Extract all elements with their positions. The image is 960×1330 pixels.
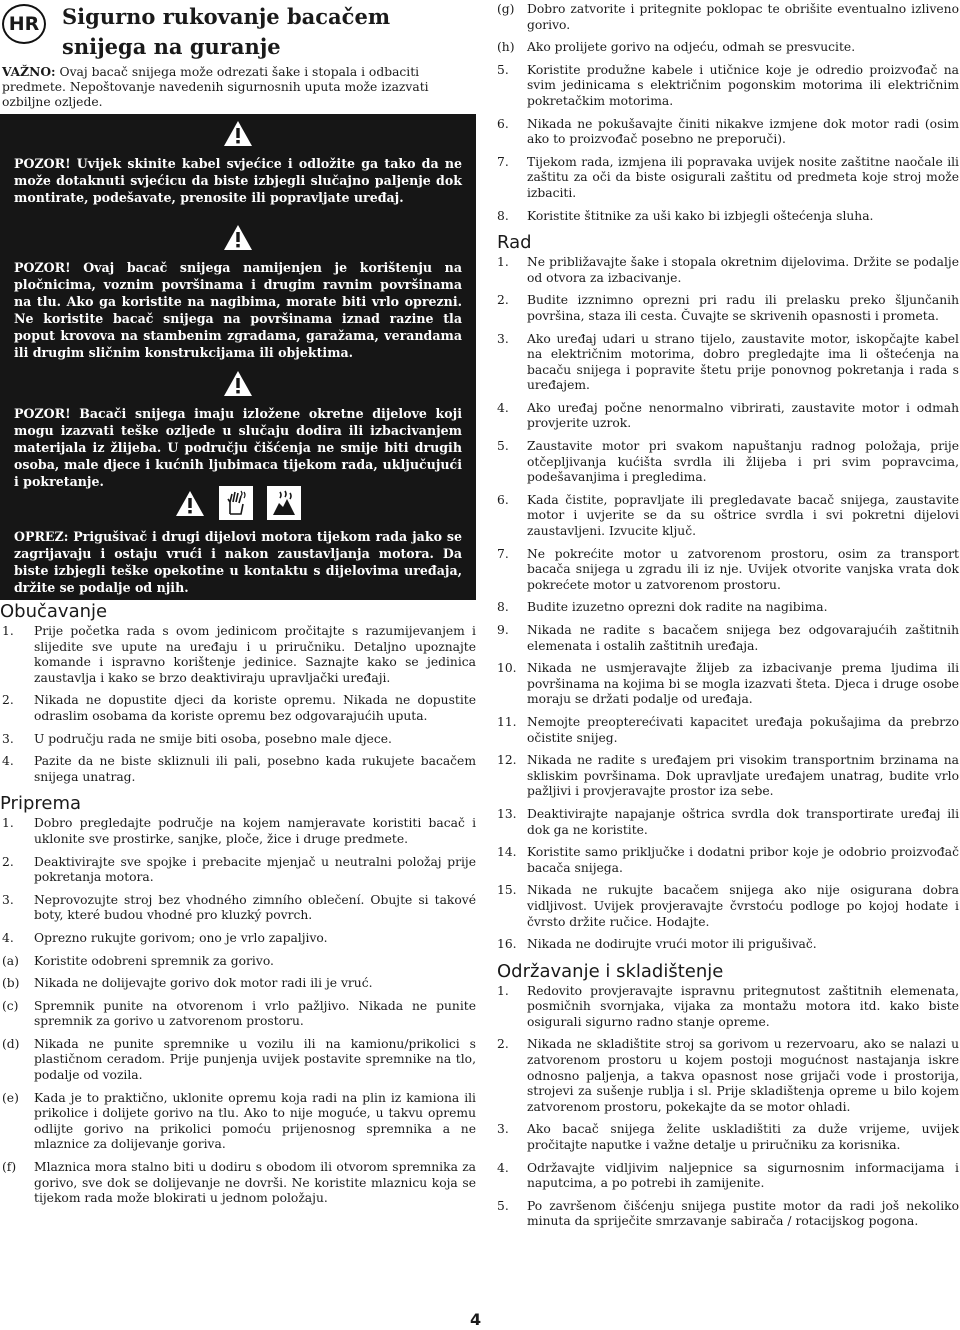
list-item: (d) Nikada ne punite spremnike u vozilu ili na kamionu/prikolici s plastičnom ceradom. Prije punjenja uvijek postavite spremnike na tlo, podalje od vozila. bbox=[2, 1036, 476, 1083]
hand-icon bbox=[219, 486, 253, 520]
language-badge: HR bbox=[2, 4, 46, 44]
warning-text-2: POZOR! Ovaj bacač snijega namijenjen je korištenju na pločnicima, voznim površinama i drugim ravnim površinama na tlu. Ako ga koristite na nagibima, morate biti vrlo oprezni. Ne koristite bacač snijega na površinama iznad razine tla poput krovova na stambenim zgradama, garažama, verandama ili drugim sličnim konstrukcijama ili objektima. bbox=[14, 260, 462, 360]
right-column bbox=[497, 2, 959, 1237]
page-number: 4 bbox=[470, 1310, 482, 1329]
list-item: 6. Kada čistite, popravljate ili pregledavate bacač snijega, zaustavite motor i uvjerite se da su oštrice svrdla i svi pokretni dijelovi zaustavljeni. Izvucite ključ. bbox=[497, 492, 959, 539]
list-item: 4. Održavajte vidljivim naljepnice sa sigurnosnim informacijama i naputcima, a po potrebi ih zamijenite. bbox=[497, 1160, 959, 1191]
heading-rad: Rad bbox=[497, 232, 532, 254]
list-item: 2. Deaktivirajte sve spojke i prebacite mjenjač u neutralni položaj prije pokretanja motora. bbox=[2, 854, 476, 885]
list-item: 5. Koristite produžne kabele i utičnice koje je odredio proizvođač na svim jedinicama s električnim pogonskim motorima ili električnim pokretačkim motorima. bbox=[497, 62, 959, 108]
list-item: 15. Nikada ne rukujte bacačem snijega ako nije osigurana dobra vidljivost. Uvijek provjeravajte čvrstoću podloge po kojoj hodate i čvrsto držite ručice. Hodajte. bbox=[497, 883, 959, 929]
list-item: 13. Deaktivirajte napajanje oštrica svrdla dok transportirate uređaj ili dok ga ne koristite. bbox=[497, 806, 959, 837]
heading-priprema: Priprema bbox=[0, 793, 82, 815]
intro-paragraph bbox=[2, 64, 472, 110]
heading-obucavanje: Obučavanje bbox=[0, 601, 108, 622]
list-odrzavanje bbox=[497, 984, 959, 1230]
list-item: 8. Koristite štitnike za uši kako bi izbjegli oštećenja sluha. bbox=[497, 208, 874, 223]
list-item: (a) Koristite odobreni spremnik za gorivo. bbox=[2, 953, 274, 968]
list-item: 10. Nikada ne usmjeravajte žlijeb za izbacivanje prema ljudima ili površinama na kojima bi se mogla izazvati šteta. Djeca i druge osobe moraju se držati podalje od uređaja. bbox=[497, 661, 959, 707]
hot-surface-icon bbox=[267, 486, 301, 520]
page-title: Sigurno rukovanje bacačem snijega na guranje bbox=[62, 4, 391, 59]
list-priprema-fuel bbox=[0, 931, 476, 1207]
intro-text: Ovaj bacač snijega može odrezati šake i stopala i odbaciti predmete. Nepoštovanje navedenih sigurnosnih uputa može izazvati ozbiljne ozljede. bbox=[2, 65, 429, 109]
list-item: 1. Ne približavajte šake i stopala okretnim dijelovima. Držite se podalje od otvora za izbacivanje. bbox=[497, 255, 959, 285]
list-item: 4. Oprezno rukujte gorivom; ono je vrlo zapaljivo. bbox=[2, 930, 328, 945]
list-item: 16. Nikada ne dodirujte vrući motor ili prigušivač. bbox=[497, 937, 817, 952]
list-item: (f) Mlaznica mora stalno biti u dodiru s obodom ili otvorom spremnika za gorivo, sve dok se dolijevanje ne dovrši. Ne koristite mlaznicu koja se tijekom rada može blokirati u jednom položaju. bbox=[2, 1160, 476, 1206]
heading-odrzavanje: Održavanje i skladištenje bbox=[497, 960, 724, 982]
list-item: 3. Ako bacač snijega želite uskladištiti za duže vrijeme, uvijek pročitajte naputke i važne detalje u priručniku za korisnika. bbox=[497, 1122, 959, 1153]
list-item: 7. Tijekom rada, izmjena ili popravaka uvijek nosite zaštitne naočale ili zaštitu za oči da biste osigurali zaštitu od predmeta koje stroj može izbaciti. bbox=[497, 154, 959, 200]
list-item: (b) Nikada ne dolijevajte gorivo dok motor radi ili je vruć. bbox=[2, 976, 373, 991]
page-header bbox=[0, 0, 476, 64]
warning-block-3 bbox=[14, 370, 462, 490]
intro-label: VAŽNO: bbox=[2, 64, 56, 79]
list-item: 5. Po završenom čišćenju snijega pustite motor da radi još nekoliko minuta da spriječite smrzavanje sabirača / rotacijskog pogona. bbox=[497, 1198, 959, 1229]
list-item: 3. Neprovozujte stroj bez vhodného zimního oblečení. Obujte si takové boty, které budou vhodné pro kluzký povrch. bbox=[2, 892, 476, 923]
list-priprema bbox=[0, 816, 476, 924]
list-item: (g) Dobro zatvorite i pritegnite poklopac te obrišite eventualno izliveno gorivo. bbox=[497, 2, 959, 32]
list-item: (c) Spremnik punite na otvorenom i vrlo pažljivo. Nikada ne punite spremnik za gorivo u zatvorenom prostoru. bbox=[2, 998, 476, 1029]
list-item: 7. Ne pokrećite motor u zatvorenom prostoru, osim za transport bacača snijega u zgradu ili iz nje. Uvijek otvorite vanjska vrata dok pokrećete motor u zatvorenom prostoru. bbox=[497, 546, 959, 592]
list-item: 4. Pazite da ne biste skliznuli ili pali, posebno kada rukujete bacačem snijega unatrag. bbox=[2, 754, 476, 784]
list-priprema-cont bbox=[497, 63, 959, 224]
warning-block-4 bbox=[14, 486, 462, 596]
list-item: 4. Ako uređaj počne nenormalno vibrirati, zaustavite motor i odmah provjerite uzrok. bbox=[497, 400, 959, 431]
list-item: 8. Budite izuzetno oprezni dok radite na nagibima. bbox=[497, 600, 828, 615]
list-item: 9. Nikada ne radite s bacačem snijega bez odgovarajućih zaštitnih elemenata i ostalih zaštitnih uređaja. bbox=[497, 623, 959, 653]
list-item: 3. U području rada ne smije biti osoba, posebno male djece. bbox=[2, 731, 392, 746]
list-item: (e) Kada je to praktično, uklonite opremu koja radi na plin iz kamiona ili prikolice i dolijete gorivo na tlu. Ako to nije moguće, u takvu opremu odlijte gorivo na prikolici pomoću prijenosnog spremnika a ne mlaznice za dolijevanje goriva. bbox=[2, 1090, 476, 1152]
warning-block-1 bbox=[14, 120, 462, 206]
list-item: 1. Dobro pregledajte područje na kojem namjeravate koristiti bacač i uklonite sve prostirke, sanjke, ploče, žice i druge predmete. bbox=[2, 816, 476, 846]
warning-text-3: POZOR! Bacači snijega imaju izložene okretne dijelove koji mogu izazvati teške ozljede u slučaju dodira ili izbacivanjem materijala iz žlijeba. U području čišćenja ne smije biti drugih osoba, male djece i kućnih ljubimaca tijekom rada, uključujući i pokretanje. bbox=[14, 406, 462, 489]
list-item: (h) Ako prolijete gorivo na odjeću, odmah se presvucite. bbox=[497, 40, 856, 55]
warning-text-4: OPREZ: Prigušivač i drugi dijelovi motora tijekom rada jako se zagrijavaju i ostaju vrući i nakon zaustavljanja motora. Da biste izbjegli teške opekotine u kontaktu s dijelovima uređaja, držite se podalje od njih. bbox=[14, 529, 462, 595]
list-item: 1. Redovito provjeravajte ispravnu pritegnutost zaštitnih elemenata, posmičnih svornjaka, vijaka za montažu motora itd. kako biste osigurali sigurno radno stanje opreme. bbox=[497, 983, 959, 1029]
list-item: 5. Zaustavite motor pri svakom napuštanju radnog položaja, prije otčepljivanja kućišta svrdla ili žlijeba i pri svim popravcima, podešavanjima i pregledima. bbox=[497, 439, 959, 485]
warning-triangle-icon bbox=[223, 370, 253, 397]
warning-triangle-icon bbox=[223, 120, 253, 147]
list-rad bbox=[497, 255, 959, 953]
warning-text-1: POZOR! Uvijek skinite kabel svjećice i odložite ga tako da ne može dotaknuti svjećicu da biste izbjegli slučajno paljenje dok montirate, podešavate, prenosite ili popravljate uređaj. bbox=[14, 156, 462, 205]
list-priprema-fuel-cont bbox=[497, 2, 959, 56]
list-item: 2. Budite izznimno oprezni pri radu ili prelasku preko šljunčanih površina, staza ili cesta. Čuvajte se skrivenih opasnosti i prometa. bbox=[497, 293, 959, 323]
list-item: 2. Nikada ne dopustite djeci da koriste opremu. Nikada ne dopustite odraslim osobama da koriste opremu bez odgovarajućih uputa. bbox=[2, 693, 476, 723]
list-item: 3. Ako uređaj udari u strano tijelo, zaustavite motor, iskopčajte kabel na električnim motorima, dobro pregledajte ima li oštećenja na bacaču snijega i popravite štetu prije ponovnog pokretanja i rada s uređajem. bbox=[497, 331, 959, 393]
list-item: 6. Nikada ne pokušavajte činiti nikakve izmjene dok motor radi (osim ako to proizvođač posebno ne preporuči). bbox=[497, 116, 959, 147]
warning-triangle-icon bbox=[223, 224, 253, 251]
list-item: 1. Prije početka rada s ovom jedinicom pročitajte s razumijevanjem i slijedite sve upute na uređaju i u priručniku. Detaljno upoznajte komande i ispravno korištenje jedinice. Saznajte kako se jedinica zaustavlja i kako se brzo deaktiviraju upravljački uređaji. bbox=[2, 624, 476, 685]
warning-box bbox=[0, 114, 476, 600]
list-item: 12. Nikada ne radite s uređajem pri visokim transportnim brzinama na skliskim površinama. Dok upravljate uređajem unatrag, budite vrlo pažljivi i provjeravajte prostor iza sebe. bbox=[497, 753, 959, 799]
list-obucavanje bbox=[0, 624, 476, 785]
list-item: 14. Koristite samo priključke i dodatni pribor koje je odobrio proizvođač bacača snijega. bbox=[497, 845, 959, 875]
left-lower-column bbox=[0, 600, 476, 1214]
warning-block-2 bbox=[14, 224, 462, 361]
list-item: 11. Nemojte preopterećivati kapacitet uređaja pokušajima da prebrzo očistite snijeg. bbox=[497, 714, 959, 745]
left-column bbox=[0, 0, 476, 110]
warning-triangle-icon bbox=[175, 490, 205, 517]
list-item: 2. Nikada ne skladištite stroj sa gorivom u rezervoaru, ako se nalazi u zatvorenom prostoru u kojem postoji mogućnost nastajanja iskre odnosno paljenja, a takva opasnost nose grijači vode i prostorija, strojevi za sušenje rublja i sl. Prije skladištenja opreme u bilo kojem zatvorenom prostoru, pokekajte da se motor ohladi. bbox=[497, 1037, 959, 1114]
